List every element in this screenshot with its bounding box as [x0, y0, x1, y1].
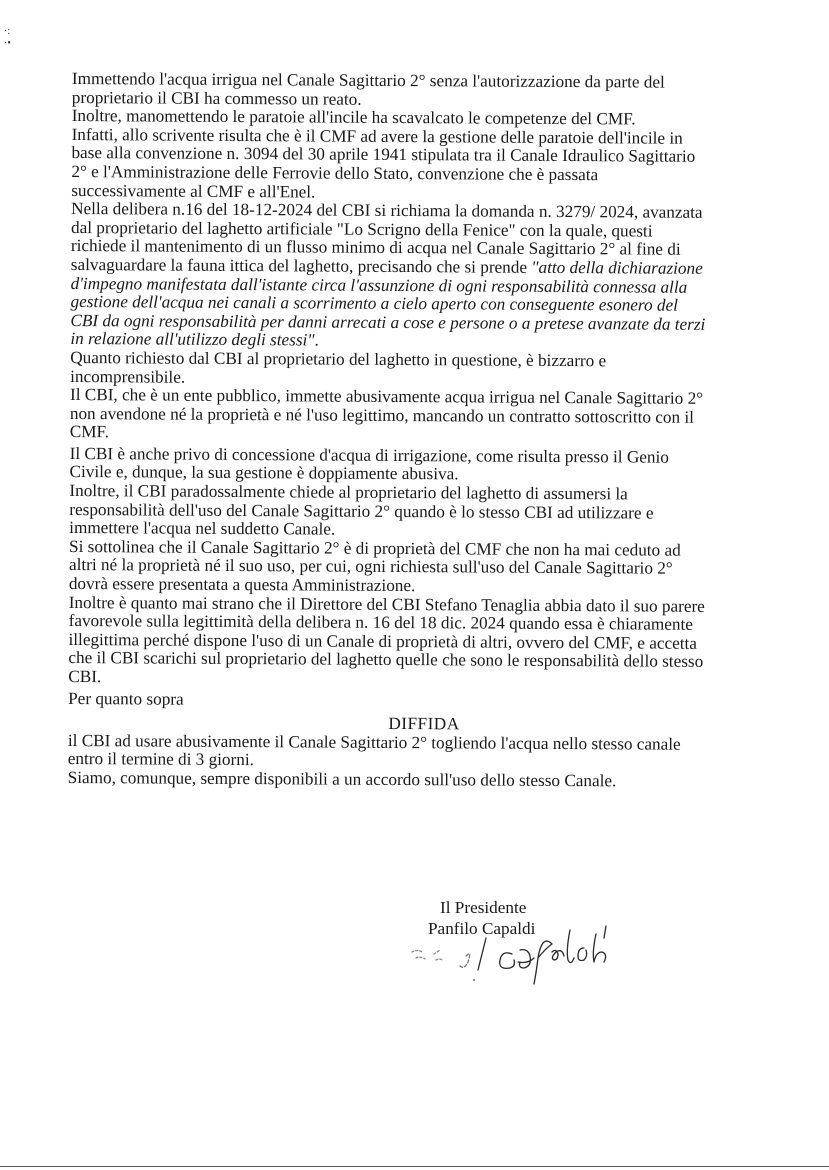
text-line: Il CBI, che è un ente pubblico, immette abusivamente acqua irrigua nel Canale Sagittario 2° [69, 385, 704, 408]
text-line: CBI. [68, 666, 102, 687]
text-line: Si sottolinea che il Canale Sagittario 2° è di proprietà del CMF che non ha mai ceduto ad [69, 536, 681, 560]
text-line: altri né la proprietà né il suo uso, per cui, ogni richiesta sull'uso del Canale Sagittario 2° [68, 555, 673, 579]
text-line: richiede il mantenimento di un flusso minimo di acqua nel Canale Sagittario 2° al fine di [70, 236, 681, 260]
text-segment: salvaguardare la fauna ittica del laghetto, precisando che si prende [70, 254, 532, 277]
text-line: responsabilità dell'uso del Canale Sagittario 2° quando è lo stesso CBI ad utilizzare e [69, 499, 654, 523]
scan-specks: ·: ·• [4, 26, 11, 49]
signer-name: Panfilo Capaldi [428, 919, 536, 938]
text-line: base alla convenzione n. 3094 del 30 aprile 1941 stipulata tra il Canale Idraulico Sagittario [71, 143, 696, 167]
text-line: non avendone né la proprietà e né l'uso legittimo, mancando un contratto sottoscritto con il [69, 403, 695, 427]
text-line: Civile e, dunque, la sua gestione è doppiamente abusiva. [69, 462, 459, 484]
text-line: Quanto richiesto dal CBI al proprietario del laghetto in questione, è bizzarro e [70, 347, 607, 371]
text-line: Infatti, allo scrivente risulta che è il CMF ad avere la gestione delle paratoie dell'incile in [71, 124, 683, 148]
text-line: entro il termine di 3 giorni. [67, 749, 255, 770]
text-line: incomprensibile. [70, 366, 186, 387]
text-line: Nella delibera n.16 del 18-12-2024 del CBI si richiama la domanda n. 3279/ 2024, avanzata [71, 199, 703, 223]
text-line: Siamo, comunque, sempre disponibili a un accordo sull'uso dello stesso Canale. [67, 767, 617, 791]
diffida-heading: DIFFIDA [388, 714, 460, 734]
text-line: Il CBI è anche privo di concessione d'acqua di irrigazione, come risulta presso il Genio [69, 443, 669, 467]
text-line: immettere l'acqua nel suddetto Canale. [69, 518, 336, 539]
text-line: successivamente al CMF e all'Enel. [71, 180, 316, 202]
text-line: favorevole sulla legittimità della delibera n. 16 del 18 dic. 2024 quando essa è chiaramente [68, 611, 693, 635]
text-line: proprietario il CBI ha commesso un reato. [71, 87, 362, 109]
text-line: Inoltre, il CBI paradossalmente chiede al proprietario del laghetto di assumersi la [69, 481, 628, 504]
quoted-segment: "atto della dichiarazione [531, 257, 703, 278]
quoted-line: CBI da ogni responsabilità per danni arrecati a cose e persone o a pretese avanzate da terzi [70, 310, 706, 334]
text-line: 2° e l'Amministrazione delle Ferrovie dello Stato, convenzione che è passata [71, 161, 599, 185]
text-line: dal proprietario del laghetto artificiale "Lo Scrigno della Fenice" con la quale, questi [70, 217, 653, 241]
text-segment: . [314, 330, 319, 350]
signer-title: Il Presidente [440, 898, 527, 917]
text-line: Inoltre è quanto mai strano che il Direttore del CBI Stefano Tenaglia abbia dato il suo parere [68, 592, 705, 616]
text-line: Inoltre, manomettendo le paratoie all'incile ha scavalcato le competenze del CMF. [71, 106, 636, 129]
quoted-line: d'impegno manifestata dall'istante circa l'assunzione di ogni responsabilità connessa alla [70, 273, 688, 297]
text-line: che il CBI scarichi sul proprietario del laghetto quelle che sono le responsabilità dello stesso [68, 648, 704, 672]
text-line: illegittima perché dispone l'uso di un Canale di proprietà di altri, ovvero del CMF, e accetta [68, 629, 697, 653]
handwritten-signature [408, 918, 628, 988]
page-bottom-rule [0, 1166, 829, 1167]
quoted-segment: in relazione all'utilizzo degli stessi" [70, 329, 315, 350]
text-line: CMF. [69, 422, 110, 442]
text-line: il CBI ad usare abusivamente il Canale Sagittario 2° togliendo l'acqua nello stesso canale [67, 730, 681, 754]
letter-body [68, 70, 754, 792]
text-line: Per quanto sopra [68, 688, 184, 709]
text-line: Immettendo l'acqua irrigua nel Canale Sagittario 2° senza l'autorizzazione da parte del [71, 69, 665, 92]
text-line: dovrà essere presentata a questa Amministrazione. [68, 574, 416, 596]
quoted-line: gestione dell'acqua nei canali a scorrimento a cielo aperto con conseguente esonero del [70, 292, 678, 315]
